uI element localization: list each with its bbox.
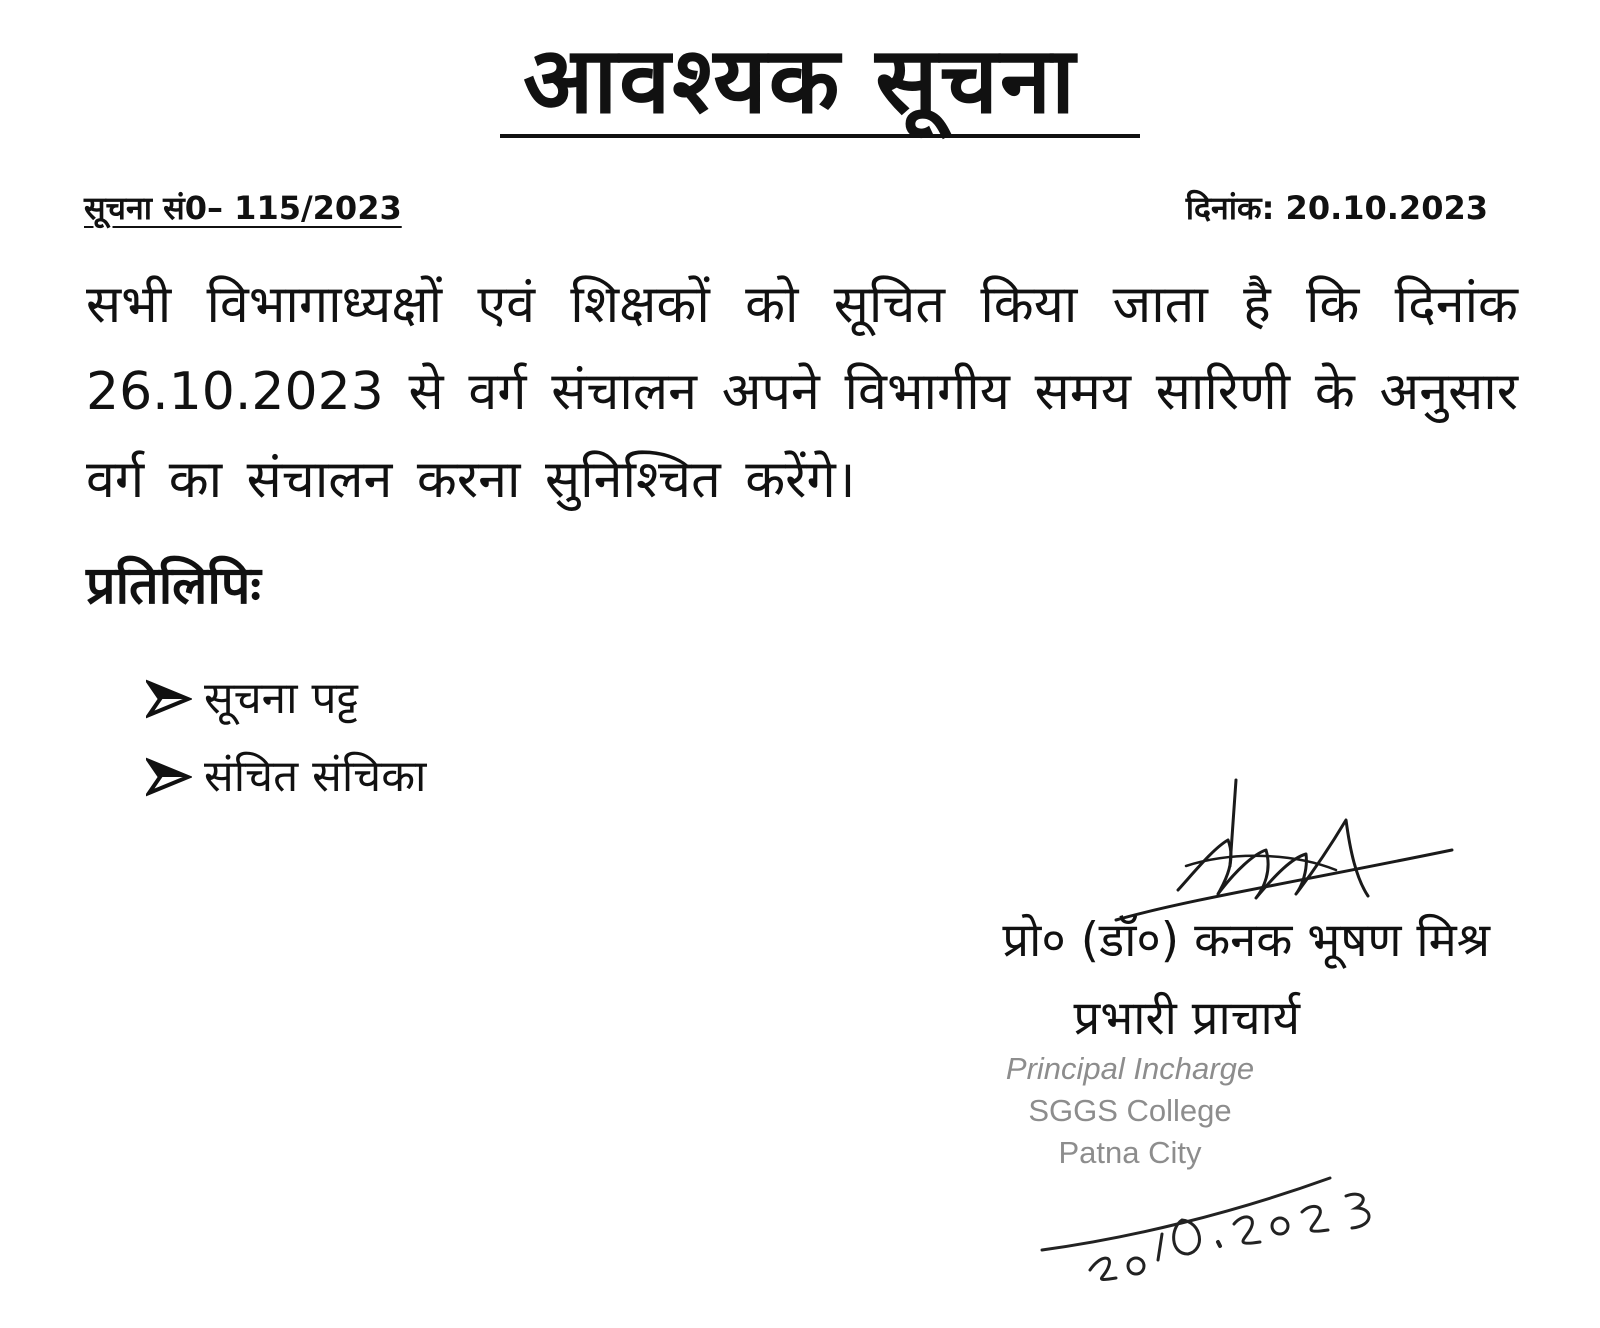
notice-number: सूचना सं0– 115/2023: [84, 189, 402, 227]
signatory-designation: प्रभारी प्राचार्य: [1073, 991, 1300, 1046]
stamp-line: Principal Incharge: [1005, 1051, 1255, 1086]
notice-date: दिनांक: 20.10.2023: [1185, 189, 1488, 227]
title-underline: [500, 134, 1140, 138]
copy-to-heading: प्रतिलिपिः: [86, 556, 261, 616]
arrow-bullet-icon: [146, 679, 192, 719]
signatory-name: प्रो० (डॉ०) कनक भूषण मिश्र: [1002, 913, 1490, 968]
copy-to-list: [146, 660, 426, 816]
arrow-bullet-icon: [146, 757, 192, 797]
copy-to-item-label: संचित संचिका: [204, 751, 427, 802]
stamp-line: SGGS College: [1028, 1093, 1232, 1128]
handwritten-date-signature: [1030, 1150, 1410, 1290]
list-item: [146, 738, 426, 816]
notice-body: सभी विभागाध्यक्षों एवं शिक्षकों को सूचित किया जाता है कि दिनांक 26.10.2023 से वर्ग संचालन अपने विभागीय समय सारिणी के अनुसार वर्ग का संचालन करना सुनिश्चित करेंगे।: [86, 275, 1518, 510]
copy-to-item-label: सूचना पट्ट: [204, 673, 358, 724]
list-item: [146, 660, 426, 738]
notice-title: आवश्यक सूचना: [523, 27, 1077, 134]
stamp-line: Patna City: [1058, 1135, 1202, 1170]
